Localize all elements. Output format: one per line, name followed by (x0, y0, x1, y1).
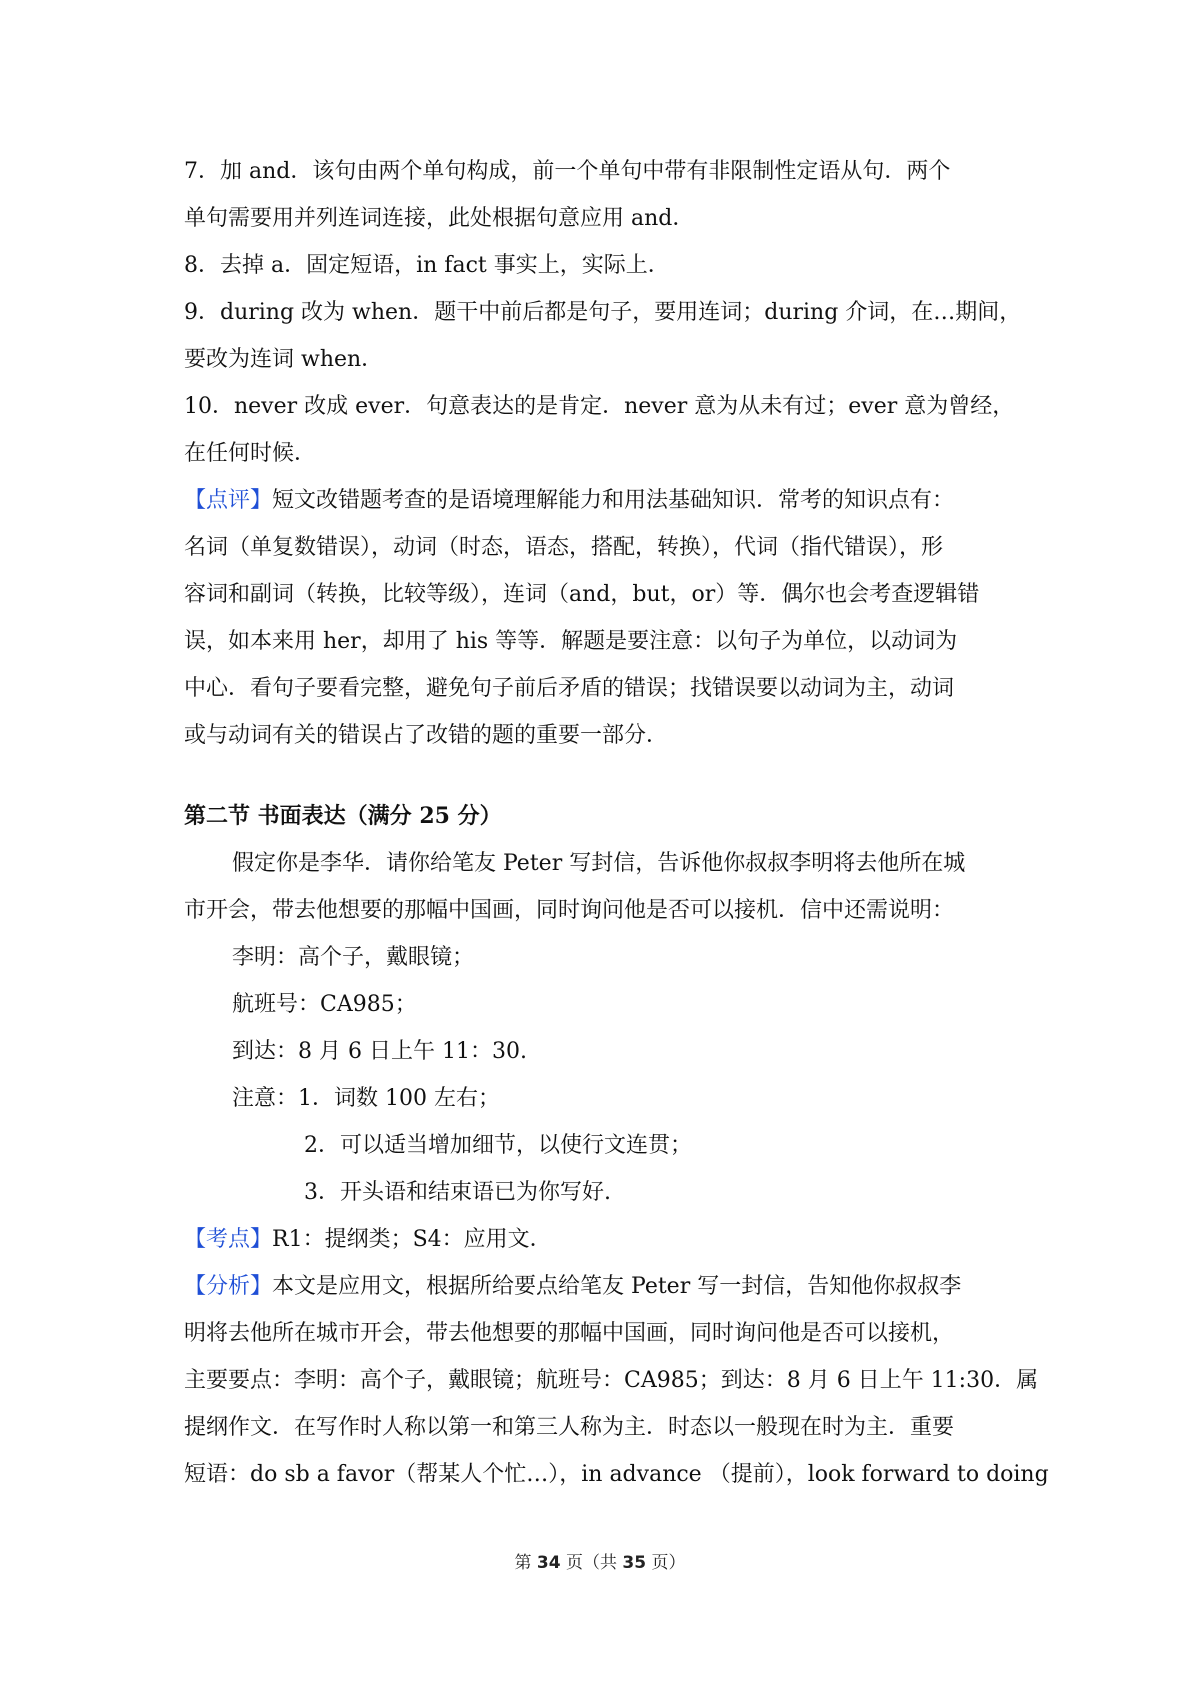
kaodian-tag: 【考点】 (184, 1227, 273, 1252)
analysis-line-1 (184, 1263, 1024, 1310)
comment-tag: 【点评】 (184, 488, 273, 513)
prompt-item-1: 李明：高个子，戴眼镜； (232, 945, 475, 970)
analysis-line-5: 短语：do sb a favor（帮某人个忙…），in advance （提前），look forward to doing (184, 1462, 1049, 1487)
analysis-text: 本文是应用文，根据所给要点给笔友 Peter 写一封信，告知他你叔叔李 (272, 1274, 962, 1299)
analysis-line-3: 主要要点：李明：高个子，戴眼镜；航班号：CA985；到达：8 月 6 日上午 11:30．属 (184, 1368, 1039, 1393)
note-2: 2．可以适当增加细节，以使行文连贯； (304, 1133, 692, 1158)
answer-line-10b: 在任何时候． (184, 441, 317, 466)
section-title: 第二节 书面表达（满分 25 分） (184, 803, 502, 829)
document-page (184, 148, 1049, 1498)
answer-line-10a: 10．never 改成 ever．句意表达的是肯定．never 意为从未有过；ever 意为曾经， (184, 394, 1015, 419)
comment-line-1 (184, 477, 1024, 524)
prompt-item-2: 航班号：CA985； (232, 992, 417, 1017)
comment-text: 短文改错题考查的是语境理解能力和用法基础知识．常考的知识点有： (272, 488, 955, 513)
answer-line-9a: 9．during 改为 when．题干中前后都是句子，要用连词；during 介词，在…期间， (184, 300, 1022, 325)
prompt-line-1: 假定你是李华．请你给笔友 Peter 写封信，告诉他你叔叔李明将去他所在城 (232, 851, 966, 876)
analysis-line-4: 提纲作文．在写作时人称以第一和第三人称为主．时态以一般现在时为主．重要 (184, 1415, 955, 1440)
kaodian-line (184, 1216, 1024, 1263)
footer-suffix: 页） (646, 1553, 686, 1573)
note-1: 注意：1．词数 100 左右； (232, 1086, 500, 1111)
page-footer (0, 1548, 1200, 1573)
comment-line-4: 误，如本来用 her，却用了 his 等等．解题是要注意：以句子为单位，以动词为 (184, 629, 958, 654)
footer-middle: 页（共 (560, 1553, 623, 1573)
answer-line-7b: 单句需要用并列连词连接，此处根据句意应用 and． (184, 206, 695, 231)
footer-prefix: 第 (514, 1553, 537, 1573)
prompt-item-3: 到达：8 月 6 日上午 11：30. (232, 1039, 527, 1064)
footer-page-number: 34 (536, 1553, 561, 1573)
note-3: 3．开头语和结束语已为你写好. (304, 1180, 611, 1205)
comment-line-2: 名词（单复数错误），动词（时态，语态，搭配，转换），代词（指代错误），形 (184, 535, 944, 560)
answer-line-8: 8．去掉 a．固定短语，in fact 事实上，实际上． (184, 253, 670, 278)
analysis-line-2: 明将去他所在城市开会，带去他想要的那幅中国画，同时询问他是否可以接机， (184, 1321, 955, 1346)
comment-line-3: 容词和副词（转换，比较等级），连词（and，but，or）等．偶尔也会考查逻辑错 (184, 582, 980, 607)
answer-line-7a: 7．加 and．该句由两个单句构成，前一个单句中带有非限制性定语从句．两个 (184, 159, 951, 184)
kaodian-text: R1：提纲类；S4：应用文． (272, 1227, 552, 1252)
prompt-line-2: 市开会，带去他想要的那幅中国画，同时询问他是否可以接机．信中还需说明： (184, 898, 955, 923)
comment-line-5: 中心．看句子要看完整，避免句子前后矛盾的错误；找错误要以动词为主，动词 (184, 676, 955, 701)
comment-line-6: 或与动词有关的错误占了改错的题的重要一部分． (184, 723, 669, 748)
footer-total-pages: 35 (622, 1553, 647, 1573)
analysis-tag: 【分析】 (184, 1274, 273, 1299)
answer-line-9b: 要改为连词 when． (184, 347, 384, 372)
